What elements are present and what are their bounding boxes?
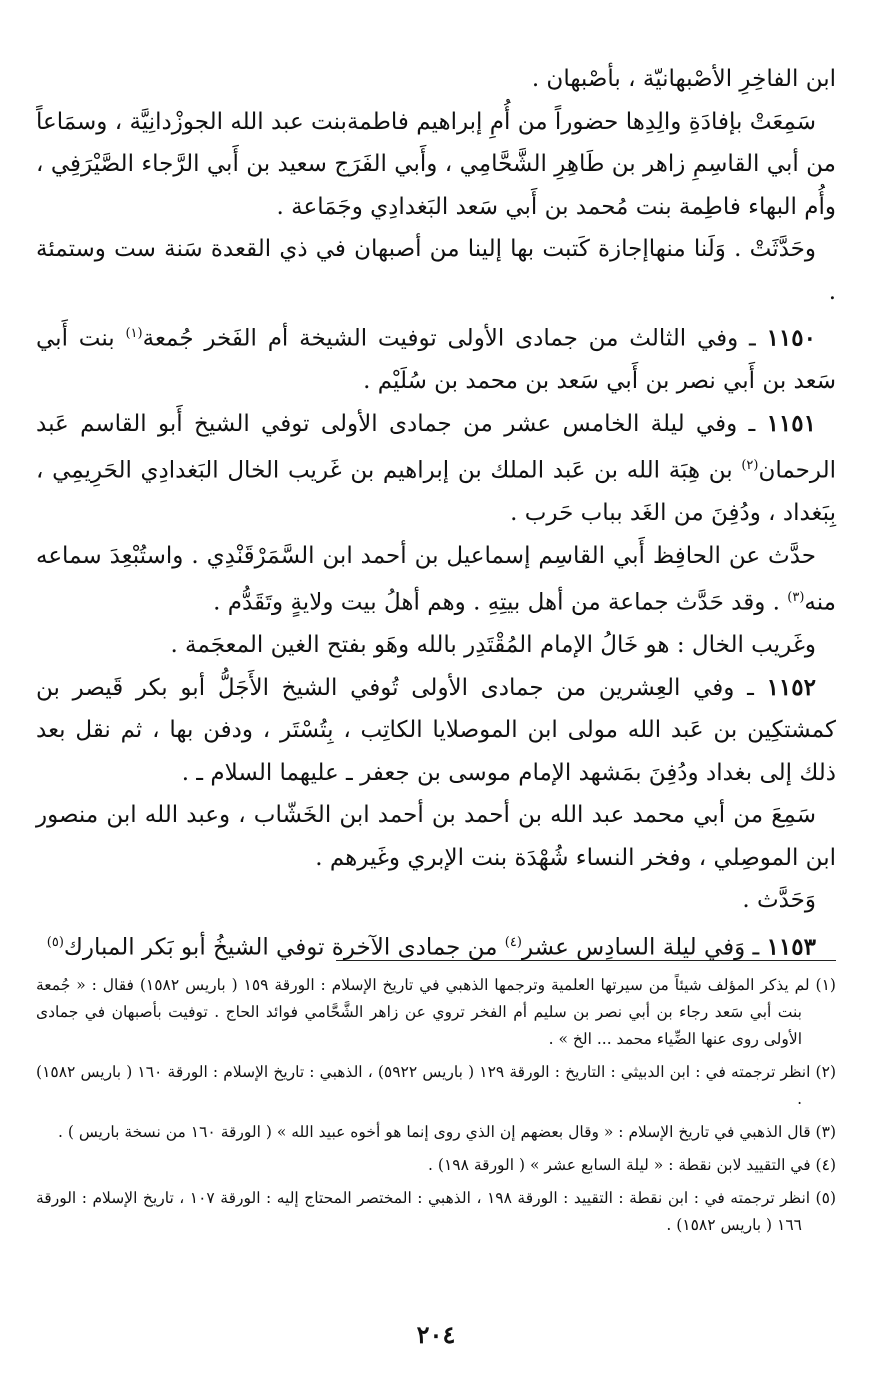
entry-1150 [36, 313, 836, 403]
footnote-divider [336, 960, 836, 961]
footnote-3: (٣) قال الذهبي في تاريخ الإسلام : « وقال بعضهم إن الذي روى إنما هو أخوه عبيد الله » ( الورقة ١٦٠ من نسخة باريس ) . [58, 1123, 836, 1141]
footnote-ref: (٤) [504, 934, 522, 950]
entry-1151-narration [36, 535, 836, 625]
paragraph-2: سَمِعَتْ بإفادَةِ والِدِها حضوراً من أُمِ إبراهيم فاطمةبنت عبد الله الجوزْدانِيَّة ، وسمَاعاً من أبي القاسِمِ زاهر بن طَاهِرِ الشَّحَّامِي ، وأَبي الفَرَج سعيد بن أَبي الرَّجاء الصَّيْرَفِي ، وأُم البهاء فاطِمة بنت مُحمد بن أَبي سَعد البَغدادِي وجَمَاعة . [36, 108, 836, 220]
entry-number: ١١٥٢ [766, 673, 816, 701]
entry-number: ١١٥٣ [766, 933, 816, 961]
entry-text: ـ وفي ليلة الخامس عشر من جمادى الأولى توفي الشيخ أَبو القاسم عَبد الرحمان [36, 410, 836, 484]
footnote-ref: (١) [125, 326, 143, 341]
narration-text: حدَّث عن الحافِظ أَبي القاسِم إسماعيل بن أحمد ابن السَّمَرْقَنْدِي . واستُبْعِدَ سماعه منه [36, 542, 836, 616]
narration-text-rest: . وقد حَدَّث جماعة من أهل بيتِهِ . وهم أهلُ بيت ولايةٍ وتَقَدُّم . [213, 589, 788, 616]
entry-1151-note: وغَريب الخال : هو خَالُ الإمام المُقْتَدِر بالله وهَو بفتح الغين المعجَمة . [170, 632, 816, 659]
footnote-2: (٢) انظر ترجمته في : ابن الدبيثي : التاريخ : الورقة ١٢٩ ( باريس ٥٩٢٢) ، الذهبي : تاريخ الإسلام : الورقة ١٦٠ ( باريس ١٥٨٢) . [36, 1063, 836, 1108]
entry-1151 [36, 403, 836, 535]
footnote-4: (٤) في التقييد لابن نقطة : « ليلة السابع عشر » ( الورقة ١٩٨) . [428, 1156, 836, 1174]
footnote-ref: (٥) [46, 934, 64, 950]
entry-1152-narration: سَمِعَ من أبي محمد عبد الله بن أحمد بن أحمد ابن الخَشّاب ، وعبد الله ابن منصور ابن الموصِلي ، وفخر النساء شُهْدَة بنت الإبري وغَيرهم . [36, 802, 836, 871]
entry-text: ـ وفي الثالث من جمادى الأولى توفيت الشيخة أم الفَخر جُمعة [142, 325, 767, 352]
entry-1152 [36, 667, 836, 795]
entry-1153 [36, 922, 836, 969]
main-text [36, 58, 836, 969]
paragraph-1: ابن الفاخِرِ الأصْبهانيّة ، بأصْبهان . [531, 66, 836, 92]
page-number: ٢٠٤ [416, 1320, 456, 1349]
entry-text: ـ وفي العِشرين من جمادى الأولى تُوفي الشيخ الأَجَلُّ أبو بكر قَيصر بن كمشتكِين بن عَبد الله مولى ابن الموصلايا الكاتِب ، بِتُسْتَر ، ودفن بها ، ثم نقل بعد ذلك إلى بغداد ودُفِنَ بمَشهد الإمام موسى بن جعفر ـ عليهما السلام ـ . [36, 674, 836, 786]
paragraph-3: وحَدَّثَتْ . وَلَنا منهاإجازة كَتبت بها إلينا من أصبهان في ذي القعدة سَنة ست وستمئة . [36, 236, 836, 305]
footnotes [36, 972, 836, 1245]
entry-text-rest: بنت أَبي سَعد بن أَبي نصر بن أَبي سَعد بن محمد بن سُلَيْم . [36, 325, 836, 395]
entry-1152-narrated: وَحَدَّث . [742, 887, 816, 914]
entry-number: ١١٥٠ [766, 324, 816, 352]
entry-text: ـ وَفي ليلة السادِس عشر [521, 934, 767, 961]
entry-text-mid: من جمادى الآخرة توفي الشيخُ أبو بَكر المبارك [63, 934, 505, 961]
entry-number: ١١٥١ [766, 409, 816, 437]
footnote-1: (١) لم يذكر المؤلف شيئاً من سيرتها العلمية وترجمها الذهبي في تاريخ الإسلام : الورقة ١٥٩ ( باريس ١٥٨٢) فقال : « جُمعة بنت أبي سَعد رجاء بن أبي نصر بن سليم أم الفخر تروي عن زاهر الشَّحَّامي فوائد الحاج . توفيت بأصبهان في جمادى الأولى روى عنها الضِّياء محمد ... الخ » . [36, 976, 836, 1048]
footnote-ref: (٢) [741, 458, 759, 474]
footnote-5: (٥) انظر ترجمته في : ابن نقطة : التقييد : الورقة ١٩٨ ، الذهبي : المختصر المحتاج إليه : الورقة ١٠٧ ، تاريخ الإسلام : الورقة ١٦٦ ( باريس ١٥٨٢) . [36, 1189, 836, 1234]
footnote-ref: (٣) [787, 590, 805, 606]
book-page [36, 58, 836, 1358]
entry-text-rest: بن هِبَة الله بن عَبد الملك بن إبراهيم بن غَريب الخال البَغدادِي الحَرِيمِي ، بِبَغداد ، ودُفِنَ من الغَد بباب حَرب . [36, 457, 836, 527]
